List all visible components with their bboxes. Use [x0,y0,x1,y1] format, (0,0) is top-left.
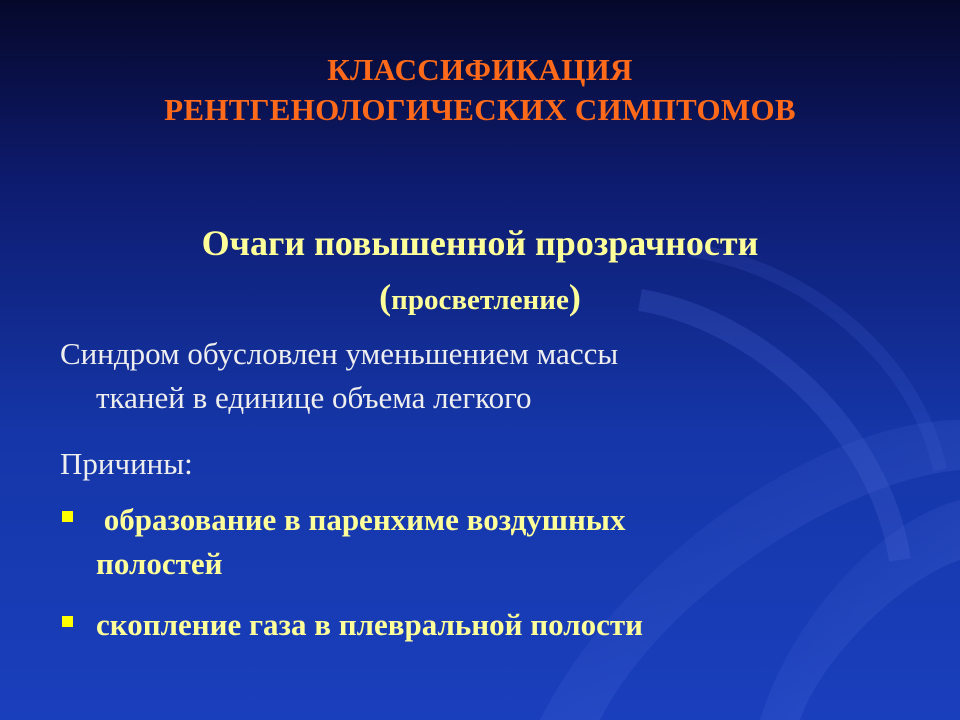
subtitle-line-2 [0,270,960,327]
bullet-1-line-1: образование в паренхиме воздушных [96,502,626,537]
square-bullet-icon [62,511,73,522]
causes-list [60,498,920,647]
list-item [60,498,920,586]
subtitle-paren-open: ( [379,277,392,317]
syndrome-paragraph [60,332,920,420]
subtitle-inner: просветление [391,284,569,316]
bullet-1-line-2: полостей [96,546,223,581]
title-line-2: РЕНТГЕНОЛОГИЧЕСКИХ СИМПТОМОВ [164,92,796,127]
square-bullet-icon [62,616,73,627]
slide-subtitle [0,216,960,327]
bullet-2-line-1: скопление газа в плевральной полости [96,607,643,642]
title-line-1: КЛАССИФИКАЦИЯ [327,52,633,87]
subtitle-line-1: Очаги повышенной прозрачности [201,223,759,263]
subtitle-paren-close: ) [568,277,581,317]
paragraph-line-1: Синдром обусловлен уменьшением массы [60,336,619,371]
causes-label: Причины: [60,446,193,481]
paragraph-line-2: тканей в единице объема легкого [96,380,532,415]
list-item [60,603,920,647]
slide-title [0,50,960,130]
